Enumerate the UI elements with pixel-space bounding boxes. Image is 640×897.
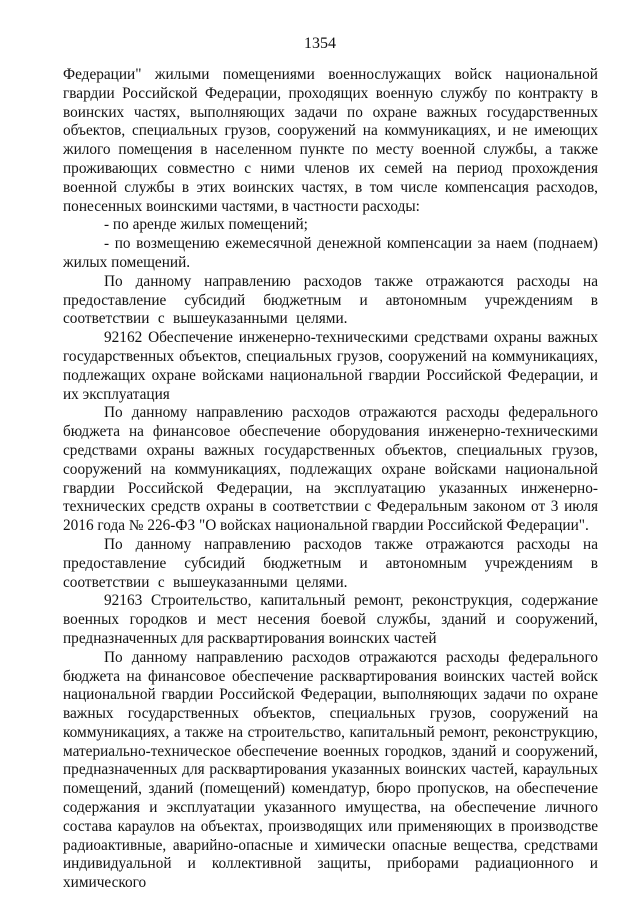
section-heading-92163: 92163 Строительство, капитальный ремонт, реконструкция, содержание военных городков и мест несения боевой службы, зданий и сооружений, предназначенных для расквартирования воинских частей bbox=[63, 592, 598, 647]
paragraph-92163-description: По данному направлению расходов отражаются расходы федерального бюджета на финансовое обеспечение расквартирования воинских частей войск национальной гвардии Российской Федерации, выполняющих задачи по охране важных государственных объектов, специальных грузов, сооружений на коммуникациях, а также на строительство, капитальный ремонт, реконструкцию, материально-техническое обеспечение военных городков, зданий и сооружений, предназначенных для расквартирования указанных воинских частей, караульных помещений, зданий (помещений) комендатур, бюро пропусков, на обеспечение содержания и эксплуатации указанного имущества, на обеспечение личного состава караулов на объектах, производящих или применяющих в производстве радиоактивные, аварийно-опасные и химически опасные вещества, средствами индивидуальной и коллективной защиты, приборами радиационного и химического bbox=[63, 648, 598, 892]
list-item-compensation: - по возмещению ежемесячной денежной компенсации за наем (поднаем) жилых помещений. bbox=[63, 235, 598, 271]
paragraph-subsidies-1: По данному направлению расходов также отражаются расходы на предоставление субсидий бюджетным и автономным учреждениям в соответствии с вышеуказанными целями. bbox=[63, 272, 598, 328]
list-item-rent: - по аренде жилых помещений; bbox=[104, 216, 308, 234]
document-body bbox=[63, 66, 598, 893]
section-heading-92162: 92162 Обеспечение инженерно-техническими средствами охраны важных государственных объектов, специальных грузов, сооружений на коммуникациях, подлежащих охране войсками национальной гвардии Российской Федерации, и их эксплуатация bbox=[63, 329, 598, 403]
page-number: 1354 bbox=[304, 35, 336, 52]
paragraph-housing-continuation: Федерации" жилыми помещениями военнослужащих войск национальной гвардии Российской Федерации, проходящих военную службу по контракту в воинских частях, выполняющих задачи по охране важных государственных объектов, специальных грузов, сооружений на коммуникациях, и не имеющих жилого помещения в населенном пункте по месту военной службы, а также проживающих совместно с ними членов их семей на период прохождения военной службы в этих воинских частях, в том числе компенсация расходов, понесенных воинскими частями, в частности расходы: bbox=[63, 66, 598, 215]
paragraph-subsidies-2: По данному направлению расходов также отражаются расходы на предоставление субсидий бюджетным и автономным учреждениям в соответствии с вышеуказанными целями. bbox=[63, 535, 598, 591]
paragraph-92162-description: По данному направлению расходов отражаются расходы федерального бюджета на финансовое обеспечение оборудования инженерно-техническими средствами охраны важных государственных объектов, специальных грузов, сооружений на коммуникациях, подлежащих охране войсками национальной гвардии Российской Федерации, на эксплуатацию указанных инженерно-технических средств охраны в соответствии с Федеральным законом от 3 июля 2016 года № 226-ФЗ "О войсках национальной гвардии Российской Федерации". bbox=[63, 404, 598, 535]
